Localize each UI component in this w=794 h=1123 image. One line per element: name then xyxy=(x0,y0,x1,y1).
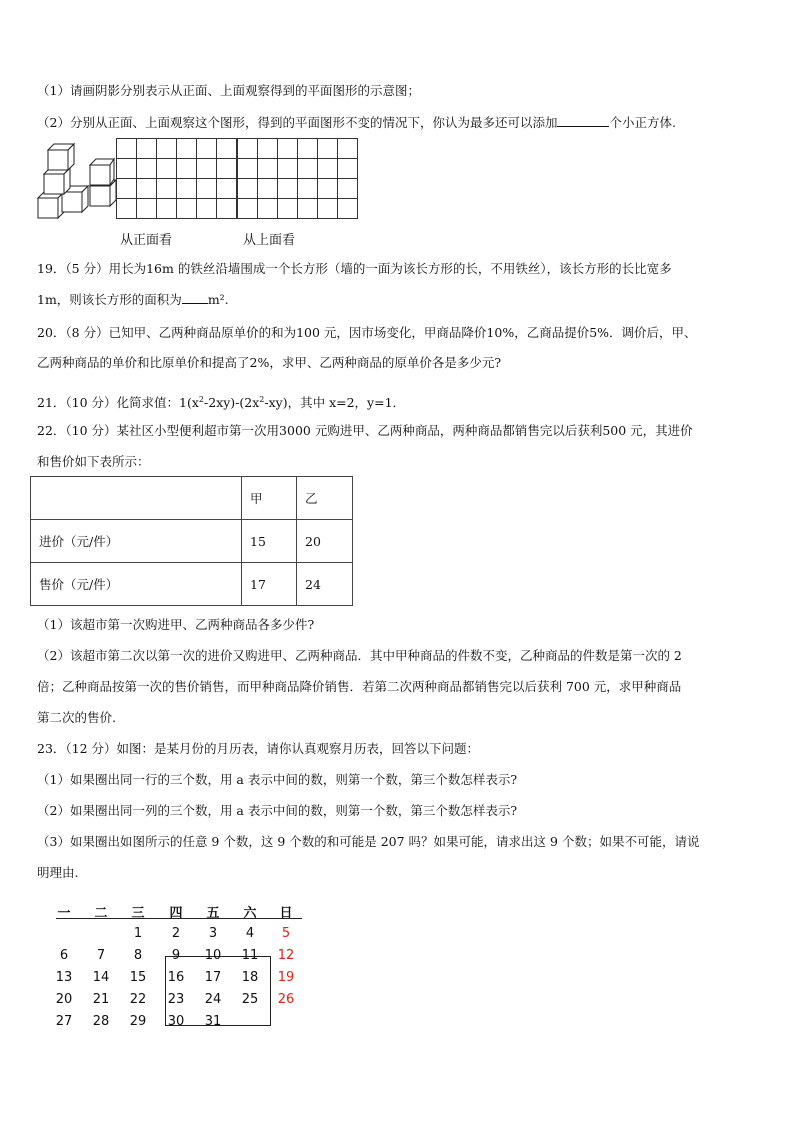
calendar-day: 29 xyxy=(129,1014,147,1029)
q21-line xyxy=(37,392,405,411)
q19-text: 1m，则该长方形的面积为 xyxy=(37,292,182,307)
calendar-day: 16 xyxy=(167,970,185,985)
q22-part2-line3: 第二次的售价. xyxy=(37,710,116,725)
calendar-day: 13 xyxy=(55,970,73,985)
calendar-day: 22 xyxy=(129,992,147,1007)
weekday-label: 四 xyxy=(169,906,183,921)
calendar-day: 8 xyxy=(133,948,143,963)
calendar-day: 10 xyxy=(204,948,222,963)
weekday-label: 一 xyxy=(57,906,71,921)
calendar-day: 24 xyxy=(204,992,222,1007)
grid-front-view xyxy=(116,138,237,219)
row-label: 售价（元/件） xyxy=(31,563,242,606)
calendar-day: 9 xyxy=(171,948,181,963)
calendar-day: 19 xyxy=(277,970,295,985)
q19-line1: 19．（5 分）用长为16m 的铁丝沿墙围成一个长方形（墙的一面为该长方形的长，不用铁丝），该长方形的长比宽多 xyxy=(37,261,672,276)
q20-line1: 20．（8 分）已知甲、乙两种商品原单价的和为100 元，因市场变化，甲商品降价10%，乙商品提价5%．调价后，甲、 xyxy=(37,325,697,340)
q21-sup-1: 2 xyxy=(198,395,205,404)
cube xyxy=(44,168,70,194)
q23-part3-line1: （3）如果圈出如图所示的任意 9 个数，这 9 个数的和可能是 207 吗？如果可能，请求出这 9 个数；如果不可能，请说 xyxy=(37,834,700,849)
q21-sup-2: 2 xyxy=(259,395,265,404)
cube xyxy=(48,144,74,170)
calendar-day: 4 xyxy=(245,926,255,941)
calendar-day: 1 xyxy=(133,926,143,941)
q22-part2-line2: 倍；乙种商品按第一次的售价销售，而甲种商品降价销售．若第二次两种商品都销售完以后获利 700 元，求甲种商品 xyxy=(37,679,682,694)
price-table xyxy=(30,476,353,606)
month-calendar xyxy=(48,902,318,1052)
calendar-day: 15 xyxy=(129,970,147,985)
weekday-label: 三 xyxy=(131,906,145,921)
calendar-day: 18 xyxy=(241,970,259,985)
cube xyxy=(90,159,114,185)
q23-part2: （2）如果圈出同一列的三个数，用 a 表示中间的数，则第一个数，第三个数怎样表示? xyxy=(37,803,518,818)
answer-blank xyxy=(182,292,208,304)
q22-part1: （1）该超市第一次购进甲、乙两种商品各多少件? xyxy=(37,617,315,632)
table-header-row xyxy=(31,477,353,520)
calendar-day: 20 xyxy=(55,992,73,1007)
calendar-day: 11 xyxy=(241,948,259,963)
calendar-day: 7 xyxy=(96,948,106,963)
calendar-day: 14 xyxy=(92,970,110,985)
q18-part2-tail: 个小正方体. xyxy=(609,115,676,130)
caption-top: 从上面看 xyxy=(243,233,296,248)
cube xyxy=(38,192,64,218)
weekday-label: 六 xyxy=(243,906,257,921)
calendar-day: 3 xyxy=(208,926,218,941)
table-cell: 20 xyxy=(297,520,353,563)
q18-part2 xyxy=(37,115,676,131)
table-header-yi: 乙 xyxy=(297,477,353,520)
table-cell: 15 xyxy=(242,520,297,563)
weekday-label: 日 xyxy=(279,906,293,921)
q23-part1: （1）如果圈出同一行的三个数，用 a 表示中间的数，则第一个数，第三个数怎样表示? xyxy=(37,772,518,787)
calendar-day: 30 xyxy=(167,1014,185,1029)
q20-line2: 乙两种商品的单价和比原单价和提高了2%，求甲、乙两种商品的原单价各是多少元? xyxy=(37,355,502,370)
caption-front: 从正面看 xyxy=(120,233,173,248)
q18-part2-text: （2）分别从正面、上面观察这个图形，得到的平面图形不变的情况下，你认为最多还可以添加 xyxy=(37,115,558,130)
q22-line1: 22．（10 分）某社区小型便利超市第一次用3000 元购进甲、乙两种商品，两种商品都销售完以后获利500 元，其进价 xyxy=(37,423,693,438)
weekday-label: 二 xyxy=(94,906,108,921)
q21-text-a: 21．（10 分）化简求值：1(x xyxy=(37,395,199,411)
weekday-label: 五 xyxy=(206,906,220,921)
table-cell: 17 xyxy=(242,563,297,606)
q18-part1: （1）请画阴影分别表示从正面、上面观察得到的平面图形的示意图； xyxy=(37,83,420,98)
table-cell xyxy=(31,477,242,520)
q21-text-b: -2xy)-(2x xyxy=(204,395,260,411)
q22-part2-line1: （2）该超市第二次以第一次的进价又购进甲、乙两种商品．其中甲种商品的件数不变，乙种商品的件数是第一次的 2 xyxy=(37,648,682,663)
calendar-day: 26 xyxy=(277,992,295,1007)
calendar-day: 23 xyxy=(167,992,185,1007)
q22-line2: 和售价如下表所示： xyxy=(37,454,150,469)
calendar-day: 28 xyxy=(92,1014,110,1029)
q21-text-c: -xy)，其中 x=2，y=1． xyxy=(264,395,406,411)
calendar-day: 21 xyxy=(92,992,110,1007)
calendar-day: 25 xyxy=(241,992,259,1007)
answer-blank xyxy=(557,115,609,127)
q19-line2 xyxy=(37,292,229,308)
calendar-day: 5 xyxy=(281,926,291,941)
calendar-day: 17 xyxy=(204,970,222,985)
calendar-day: 12 xyxy=(277,948,295,963)
cube-stack-figure xyxy=(36,138,116,222)
table-header-jia: 甲 xyxy=(242,477,297,520)
row-label: 进价（元/件） xyxy=(31,520,242,563)
q19-unit: m². xyxy=(207,292,229,307)
calendar-day: 27 xyxy=(55,1014,73,1029)
q23-part3-line2: 明理由. xyxy=(37,865,79,880)
table-cell: 24 xyxy=(297,563,353,606)
calendar-day: 2 xyxy=(171,926,181,941)
q23-line1: 23．（12 分）如图：是某月份的月历表，请你认真观察月历表，回答以下问题： xyxy=(37,741,480,756)
calendar-day: 6 xyxy=(59,948,69,963)
table-row xyxy=(31,520,353,563)
calendar-day: 31 xyxy=(204,1014,222,1029)
grid-top-view xyxy=(237,138,358,219)
table-row xyxy=(31,563,353,606)
